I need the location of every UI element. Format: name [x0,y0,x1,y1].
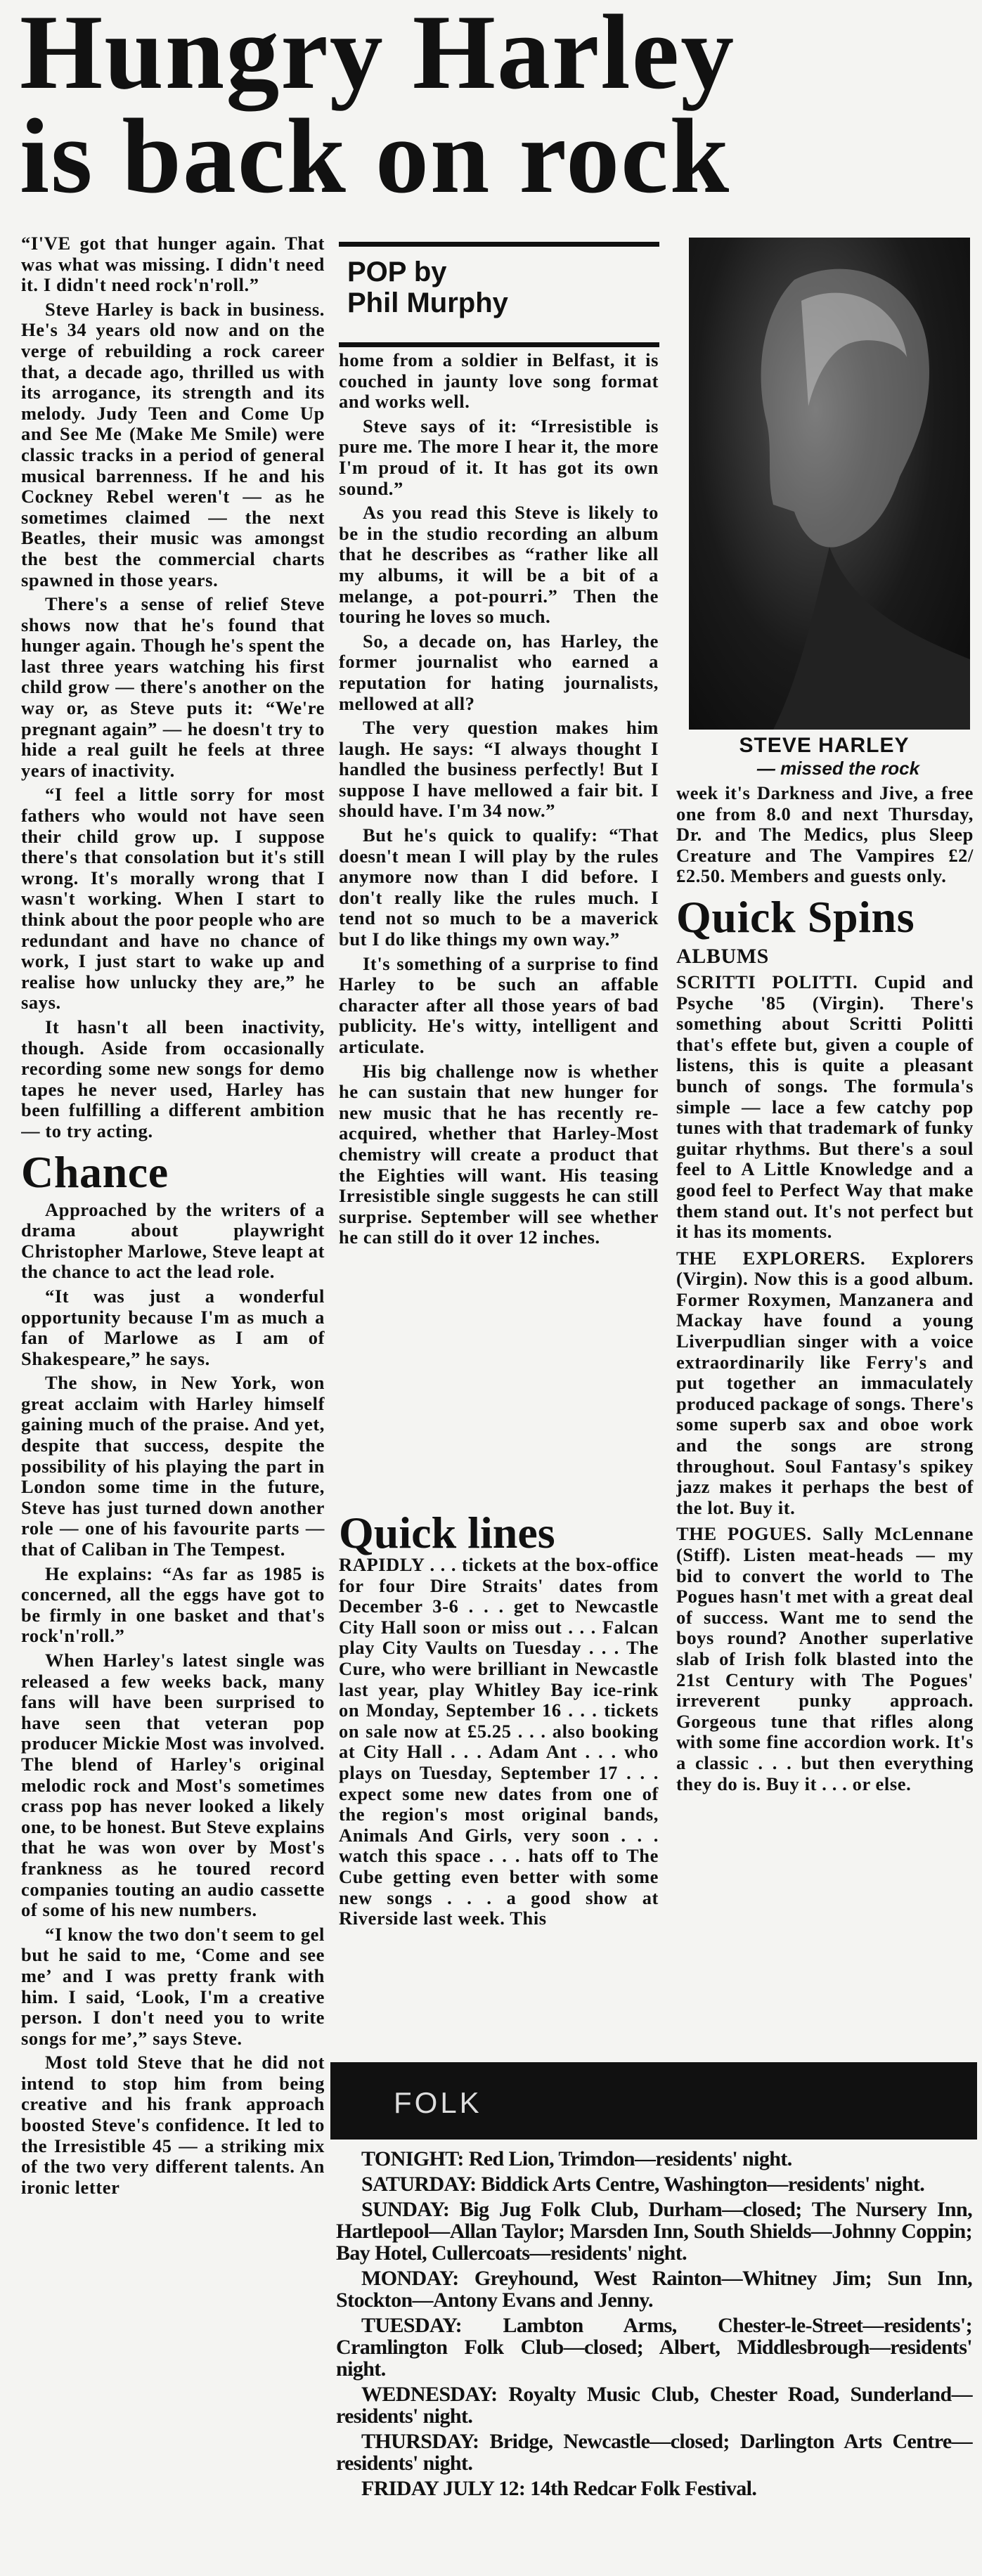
article-paragraph: The show, in New York, won great acclaim with Harley himself gaining much of the praise. And yet, despite that success, despite the possibility of his playing the part in London some time in the future, Steve has just turned down another role — one of his favourite parts — that of Caliban in The Tempest. [21,1372,325,1560]
listing-text: Royalty Music Club, Chester Road, Sunderland—residents' night. [336,2383,972,2428]
article-column-2 [339,350,659,1510]
article-paragraph: It's something of a surprise to find Harley to be such an affable character after all those years of bad publicity. He's witty, intelligent and articulate. [339,952,659,1057]
folk-listing [336,2148,972,2170]
listing-day: SATURDAY: [361,2173,477,2196]
article-paragraph: Approached by the writers of a drama about playwright Christopher Marlowe, Steve leapt at the chance to act the lead role. [21,1198,325,1283]
article-paragraph: “I feel a little sorry for most fathers who would not have seen their child grow up. I suppose there's that consolation but it's still wrong. It's morally wrong that I wasn't working. When I start to think about the poor people who are redundant and have no chance of work, I just start to wake up and realise how unlucky they are,” he says. [21,784,325,1014]
article-paragraph: As you read this Steve is likely to be in the studio recording an album that he describes as “rather like all my albums, it will be a bit of a melange, a pot-pourri.” Then the touring he loves so much. [339,502,659,628]
folk-banner [330,2062,977,2140]
album-review [676,972,974,1243]
listing-text: Greyhound, West Rainton—Whitney Jim; Sun Inn, Stockton—Antony Evans and Jenny. [336,2267,972,2312]
album-review [676,1248,974,1519]
folk-listing [336,2478,972,2499]
listing-text: Big Jug Folk Club, Durham—closed; The Nursery Inn, Hartlepool—Allan Taylor; Marsden Inn, South Shields—Johnny Coppin; Bay Hotel, Cullercoats—residents' night. [336,2198,972,2265]
article-paragraph: So, a decade on, has Harley, the former journalist who earned a reputation for hating journalists, mellowed at all? [339,630,659,714]
listing-day: MONDAY: [361,2267,459,2290]
folk-listing [336,2199,972,2264]
article-column-3 [676,783,974,2055]
article-paragraph: “I know the two don't seem to gel but he said to me, ‘Come and see me’ and I was pretty frank with him. I said, ‘Look, I'm a creative person. I don't need you to write songs for me’,” says Steve. [21,1923,325,2049]
listing-day: SUNDAY: [361,2198,450,2221]
quick-lines-text: RAPIDLY . . . tickets at the box-office for four Dire Straits' dates from December 3-6 . . . get to Newcastle City Hall soon or miss out . . . Falcan play City Vaults on Tuesday . . . The Cure, who were brilliant in Newcastle last year, play Whitley Bay ice-rink on Monday, September 16 . . . tickets on sale now at £5.25 . . . also booking at City Hall . . . Adam Ant . . . who plays on Tuesday, September 17 . . . expect some new dates from one of the region's most original bands, Animals And Girls, very soon . . . watch this space . . . hats off to The Cube getting even better with some new songs . . . a good show at Riverside last week. This [339,1555,659,1929]
review-artist: THE POGUES. [676,1523,812,1545]
article-paragraph: But he's quick to qualify: “That doesn't mean I will play by the rules anymore now than I did before. I don't really like the rules much. I tend not so much to be a maverick but I do like things my own way.” [339,824,659,950]
article-paragraph: Steve says of it: “Irresistible is pure me. The more I hear it, the more I'm proud of it. It has got its own sound.” [339,415,659,499]
byline-box [339,242,659,347]
caption-name: STEVE HARLEY [739,734,910,757]
folk-listing [336,2431,972,2474]
album-review [676,1524,974,1794]
article-paragraph: When Harley's latest single was released a few weeks back, many fans will have been surprised to have seen that veteran pop producer Mickie Most was involved. The blend of Harley's original melodic rock and Most's sometimes crass pop has never looked a likely one, to be honest. But Steve explains that he was won over by Most's frankness as he toured record companies touting an audio cassette of some of his new numbers. [21,1650,325,1921]
article-paragraph: “I'VE got that hunger again. That was what was missing. I didn't need it. I didn't need rock'n'roll.” [21,233,325,296]
headline-line-2: is back on rock [20,97,731,215]
review-body: Sally McLennane (Stiff). Listen meat-heads — my bid to convert the world to The Pogues hasn't met with a great deal of success. Want me to send the boys round? Another superlative slab of Irish folk blasted into the 21st Century with The Pogues' irreverent punky approach. Gorgeous tune that rifles along with some fine accordion work. It's a classic . . . but then everything they do is. Buy it . . . or else. [676,1523,974,1794]
listing-text: Red Lion, Trimdon—residents' night. [468,2147,792,2170]
quick-lines-continued: week it's Darkness and Jive, a free one from 8.0 and next Thursday, Dr. and The Medics, plus Sleep Creature and The Vampires £2/£2.50. Members and guests only. [676,783,974,887]
folk-listing [336,2383,972,2427]
folk-listings [336,2148,972,2503]
listing-day: FRIDAY JULY 12: [361,2477,526,2500]
folk-listing [336,2267,972,2311]
photo-caption [675,734,974,779]
review-artist: SCRITTI POLITTI. [676,971,858,992]
byline-section: POP by [347,257,447,287]
article-paragraph: Steve Harley is back in business. He's 34 years old now and on the verge of rebuilding a rock career that, a decade ago, thrilled us with its arrogance, its strength and its melody. Judy Teen and Come Up and See Me (Make Me Smile) were classic tracks in a period of general musical barrenness. If he and his Cockney Rebel weren't — as he sometimes claimed — the next Beatles, their music was amongst the best the commercial charts spawned in those years. [21,298,325,590]
article-paragraph: It hasn't all been inactivity, though. Aside from occasionally recording some new songs for demo tapes he never used, Harley has been fulfilling a different ambition — to try acting. [21,1016,325,1141]
listing-text: Lambton Arms, Chester-le-Street—residents'; Cramlington Folk Club—closed; Albert, Middlesbrough—residents' night. [336,2314,973,2381]
steve-harley-photo [689,238,970,730]
headline-line-1: Hungry Harley [20,0,736,111]
article-paragraph: home from a soldier in Belfast, it is couched in jaunty love song format and works well. [339,350,659,413]
article-paragraph: He explains: “As far as 1985 is concerned, all the eggs have got to be firmly in one basket and that's rock'n'roll.” [21,1562,325,1647]
listing-text: Biddick Arts Centre, Washington—residents' night. [481,2173,925,2196]
review-body: Explorers (Virgin). Now this is a good album. Former Roxymen, Manzanera and Mackay have found a young Liverpudlian singer with a voice extraordinarily like Ferry's and put together an immaculately produced package of songs. There's some superb sax and oboe work and the songs are strong throughout. Soul Fantasy's spikey jazz makes it perhaps the best of the lot. Buy it. [676,1247,974,1518]
article-column-1 [21,233,325,2574]
headline [20,0,976,215]
review-artist: THE EXPLORERS. [676,1247,866,1269]
article-paragraph: Most told Steve that he did not intend to stop him from being creative and his frank approach boosted Steve's confidence. It led to the Irresistible 45 — a striking mix of the two very different talents. An ironic letter [21,2052,325,2198]
listing-day: THURSDAY: [361,2430,479,2453]
quick-lines-heading: Quick lines [339,1508,555,1558]
review-body: Cupid and Psyche '85 (Virgin). There's something about Scritti Politti that's effete but, given a couple of listens, this is quite a pleasant bunch of songs. The formula's simple — lace a few catchy pop tunes with that trademark of funky guitar rhythms. But there's a soul feel to A Little Knowledge and a good feel to Perfect Way that make them stand out. It's not perfect but it has its moments. [676,971,974,1243]
listing-day: TUESDAY: [361,2314,463,2337]
quick-lines-column [339,1555,659,2047]
article-paragraph: “It was just a wonderful opportunity because I'm as much a fan of Marlowe as I am of Shakespeare,” he says. [21,1285,325,1369]
caption-subtitle: — missed the rock [756,758,920,779]
article-paragraph: His big challenge now is whether he can sustain that new hunger for new music that he has recently re-acquired, whether that Harley-Most chemistry will create a product that the Eighties will want. His teasing Irresistible single suggests he can still surprise. September will see whether he can still do it over 12 inches. [339,1060,659,1248]
article-paragraph: The very question makes him laugh. He says: “I always thought I handled the business perfectly! But I suppose I have mellowed a fair bit. I should have. I'm 34 now.” [339,717,659,822]
folk-listing [336,2173,972,2195]
folk-heading: FOLK [394,2086,482,2119]
albums-subheading: ALBUMS [676,944,769,968]
listing-text: Bridge, Newcastle—closed; Darlington Arts Centre—residents' night. [336,2430,972,2475]
listing-day: TONIGHT: [361,2147,464,2170]
listing-text: 14th Redcar Folk Festival. [530,2477,757,2500]
subheading-chance: Chance [21,1146,169,1197]
portrait-image [689,238,970,730]
byline-author: Phil Murphy [347,287,508,318]
folk-listing [336,2315,972,2380]
listing-day: WEDNESDAY: [361,2383,498,2406]
article-paragraph: There's a sense of relief Steve shows now that he's found that hunger again. Though he's spent the last three years watching his first child grow — there's another on the way or, as Steve puts it: “We're pregnant again” — he doesn't try to hide a real guilt he feels at three years of inactivity. [21,593,325,781]
quick-spins-heading: Quick Spins [676,891,915,942]
